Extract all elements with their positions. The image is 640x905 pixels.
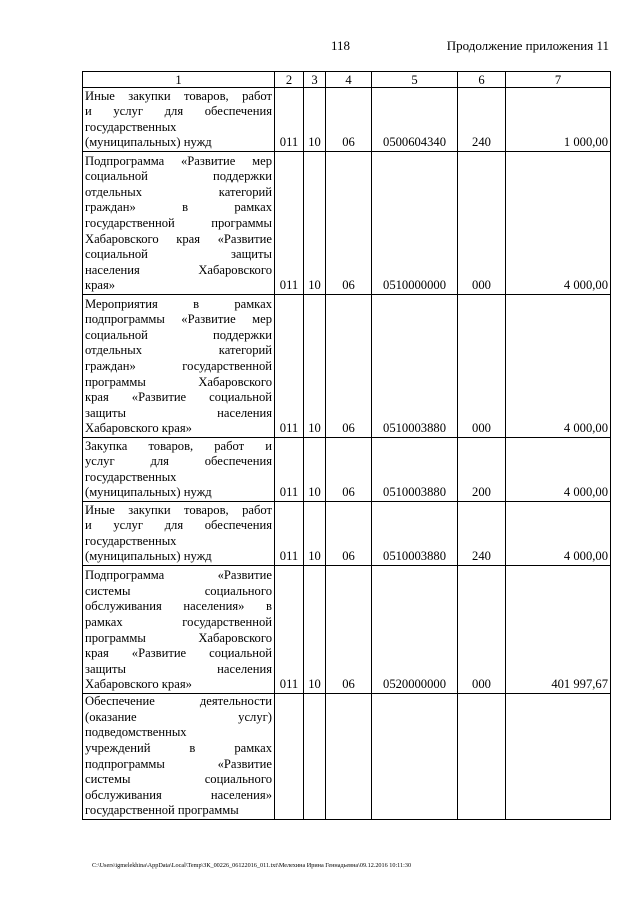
item-name-line: и услуг для обеспечения bbox=[85, 104, 272, 119]
item-name-line: Подпрограмма «Развитие bbox=[85, 568, 272, 583]
subsection-cell: 06 bbox=[326, 295, 372, 438]
target-article-cell: 0510003880 bbox=[372, 295, 458, 438]
expense-type-cell bbox=[458, 694, 506, 820]
column-header: 1 bbox=[83, 72, 275, 88]
table-row bbox=[83, 88, 611, 152]
item-name-line: государственной программы bbox=[85, 803, 239, 818]
target-article-cell: 0510000000 bbox=[372, 152, 458, 295]
table-row bbox=[83, 694, 611, 820]
column-header: 2 bbox=[275, 72, 304, 88]
item-name-line: Иные закупки товаров, работ bbox=[85, 502, 272, 517]
item-name-line: Подпрограмма «Развитие мер bbox=[85, 153, 272, 168]
section-cell: 10 bbox=[304, 295, 326, 438]
item-name-line: обслуживания населения» bbox=[85, 787, 272, 802]
item-name-cell bbox=[83, 152, 275, 295]
subsection-cell: 06 bbox=[326, 88, 372, 152]
subsection-cell bbox=[326, 694, 372, 820]
item-name-line: края» bbox=[85, 278, 116, 293]
table-row bbox=[83, 502, 611, 566]
item-name-line: Обеспечение деятельности bbox=[85, 694, 272, 709]
table-row bbox=[83, 152, 611, 295]
item-name-line: граждан» государственной bbox=[85, 359, 272, 374]
item-name-line: защиты населения bbox=[85, 405, 272, 420]
item-name-line: населения Хабаровского bbox=[85, 262, 272, 277]
item-name-line: подпрограммы «Развитие мер bbox=[85, 312, 272, 327]
code-cell: 011 bbox=[275, 295, 304, 438]
item-name-line: государственных bbox=[85, 533, 177, 548]
section-cell: 10 bbox=[304, 566, 326, 694]
item-name-line: Хабаровского края» bbox=[85, 421, 192, 436]
expense-type-cell: 200 bbox=[458, 438, 506, 502]
expense-type-cell: 000 bbox=[458, 566, 506, 694]
code-cell: 011 bbox=[275, 152, 304, 295]
item-name-cell bbox=[83, 566, 275, 694]
item-name-line: Закупка товаров, работ и bbox=[85, 438, 272, 453]
section-cell: 10 bbox=[304, 152, 326, 295]
item-name-line: государственной программы bbox=[85, 216, 272, 231]
code-cell: 011 bbox=[275, 566, 304, 694]
item-name-cell bbox=[83, 502, 275, 566]
item-name-line: Мероприятия в рамках bbox=[85, 296, 272, 311]
item-name-line: социальной поддержки bbox=[85, 327, 272, 342]
expense-type-cell: 240 bbox=[458, 502, 506, 566]
amount-cell: 4 000,00 bbox=[506, 152, 611, 295]
item-name-line: программы Хабаровского bbox=[85, 630, 272, 645]
table-body bbox=[83, 88, 611, 820]
item-name-cell bbox=[83, 694, 275, 820]
section-cell bbox=[304, 694, 326, 820]
item-name-line: края «Развитие социальной bbox=[85, 646, 272, 661]
amount-cell: 1 000,00 bbox=[506, 88, 611, 152]
item-name-line: отдельных категорий bbox=[85, 343, 272, 358]
item-name-line: системы социального bbox=[85, 583, 272, 598]
item-name-line: социальной защиты bbox=[85, 247, 272, 262]
item-name-line: граждан» в рамках bbox=[85, 200, 272, 215]
target-article-cell bbox=[372, 694, 458, 820]
item-name-line: края «Развитие социальной bbox=[85, 390, 272, 405]
subsection-cell: 06 bbox=[326, 152, 372, 295]
code-cell: 011 bbox=[275, 88, 304, 152]
page-number: 118 bbox=[331, 38, 351, 53]
item-name-line: (муниципальных) нужд bbox=[85, 485, 212, 500]
subsection-cell: 06 bbox=[326, 438, 372, 502]
page-subtitle: Продолжение приложения 11 bbox=[446, 38, 609, 53]
item-name-line: учреждений в рамках bbox=[85, 741, 272, 756]
item-name-line: программы Хабаровского bbox=[85, 374, 272, 389]
item-name-line: системы социального bbox=[85, 772, 272, 787]
item-name-cell bbox=[83, 295, 275, 438]
target-article-cell: 0500604340 bbox=[372, 88, 458, 152]
target-article-cell: 0510003880 bbox=[372, 502, 458, 566]
item-name-line: подведомственных bbox=[85, 725, 187, 740]
item-name-line: подпрограммы «Развитие bbox=[85, 756, 272, 771]
item-name-line: рамках государственной bbox=[85, 615, 272, 630]
target-article-cell: 0520000000 bbox=[372, 566, 458, 694]
item-name-line: обслуживания населения» в bbox=[85, 599, 272, 614]
column-header: 4 bbox=[326, 72, 372, 88]
expense-type-cell: 000 bbox=[458, 152, 506, 295]
amount-cell: 4 000,00 bbox=[506, 295, 611, 438]
item-name-line: Хабаровского края» bbox=[85, 677, 192, 692]
code-cell: 011 bbox=[275, 438, 304, 502]
subsection-cell: 06 bbox=[326, 502, 372, 566]
column-header: 7 bbox=[506, 72, 611, 88]
expense-type-cell: 000 bbox=[458, 295, 506, 438]
item-name-line: Хабаровского края «Развитие bbox=[85, 231, 272, 246]
footer-file-path: C:\Users\igmelekhina\AppData\Local\Temp\ЗК_00226_06122016_011.txt\Мелехина Ирина Геннадьевна\09.12.2016 10:11:30 bbox=[92, 862, 412, 869]
item-name-line: и услуг для обеспечения bbox=[85, 518, 272, 533]
amount-cell: 401 997,67 bbox=[506, 566, 611, 694]
amount-cell: 4 000,00 bbox=[506, 438, 611, 502]
section-cell: 10 bbox=[304, 502, 326, 566]
item-name-line: (оказание услуг) bbox=[85, 709, 272, 724]
item-name-line: Иные закупки товаров, работ bbox=[85, 88, 272, 103]
amount-cell: 4 000,00 bbox=[506, 502, 611, 566]
budget-table bbox=[82, 71, 611, 820]
target-article-cell: 0510003880 bbox=[372, 438, 458, 502]
section-cell: 10 bbox=[304, 438, 326, 502]
column-header-row bbox=[83, 72, 611, 88]
item-name-line: (муниципальных) нужд bbox=[85, 549, 212, 564]
section-cell: 10 bbox=[304, 88, 326, 152]
table-row bbox=[83, 295, 611, 438]
column-header: 6 bbox=[458, 72, 506, 88]
expense-type-cell: 240 bbox=[458, 88, 506, 152]
item-name-line: государственных bbox=[85, 469, 177, 484]
subsection-cell: 06 bbox=[326, 566, 372, 694]
item-name-line: услуг для обеспечения bbox=[85, 454, 272, 469]
item-name-cell bbox=[83, 88, 275, 152]
item-name-line: отдельных категорий bbox=[85, 184, 272, 199]
code-cell: 011 bbox=[275, 502, 304, 566]
item-name-cell bbox=[83, 438, 275, 502]
table-row bbox=[83, 566, 611, 694]
code-cell bbox=[275, 694, 304, 820]
item-name-line: защиты населения bbox=[85, 661, 272, 676]
amount-cell bbox=[506, 694, 611, 820]
column-header: 5 bbox=[372, 72, 458, 88]
item-name-line: государственных bbox=[85, 119, 177, 134]
item-name-line: социальной поддержки bbox=[85, 169, 272, 184]
item-name-line: (муниципальных) нужд bbox=[85, 135, 212, 150]
table-row bbox=[83, 438, 611, 502]
column-header: 3 bbox=[304, 72, 326, 88]
